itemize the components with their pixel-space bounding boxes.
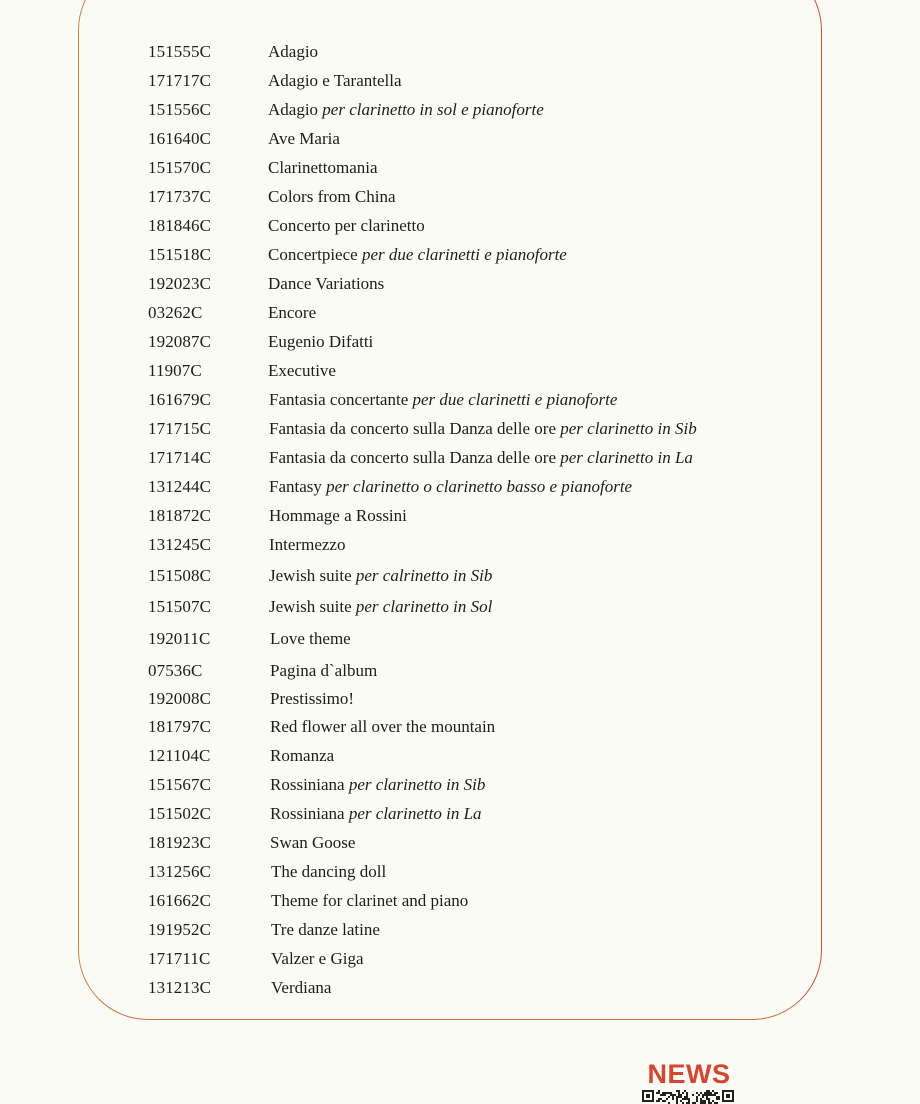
entry-title-line — [268, 242, 567, 268]
catalog-entry — [0, 97, 920, 123]
entry-code: 151518C — [148, 245, 212, 264]
catalog-entry — [0, 387, 920, 413]
entry-title-line — [269, 563, 492, 589]
entry-code: 07536C — [148, 661, 203, 680]
entry-title-line — [268, 213, 425, 239]
entry-code: 181872C — [148, 506, 212, 525]
catalog-entry — [0, 532, 920, 558]
qr-code-icon — [642, 1090, 734, 1104]
entry-title-line — [268, 358, 336, 384]
entry-title-line — [270, 626, 351, 652]
entry-title-line — [269, 503, 407, 529]
entry-title: Dance Variations — [268, 274, 385, 293]
entry-title: Fantasia concertante — [269, 390, 409, 409]
entry-title: Adagio — [268, 100, 319, 119]
catalog-entry — [0, 946, 920, 972]
entry-title: Rossiniana — [270, 804, 345, 823]
entry-title-line — [269, 532, 345, 558]
catalog-entry — [0, 155, 920, 181]
entry-title-line — [270, 743, 334, 769]
entry-title-line — [268, 126, 340, 152]
entry-title-line — [268, 300, 316, 326]
catalog-entry — [0, 416, 920, 442]
entry-subtitle: per calrinetto in Sib — [355, 566, 493, 585]
entry-code: 11907C — [148, 361, 202, 380]
entry-title: Concerto per clarinetto — [268, 216, 425, 235]
entry-code: 171714C — [148, 448, 212, 467]
entry-title-line — [271, 975, 331, 1001]
entry-subtitle: per clarinetto in La — [560, 448, 693, 467]
catalog-entry — [0, 126, 920, 152]
entry-subtitle: per due clarinetti e pianoforte — [361, 245, 567, 264]
entry-code: 121104C — [148, 746, 211, 765]
catalog-entry — [0, 358, 920, 384]
entry-title: Pagina d`album — [270, 661, 378, 680]
entry-code: 171737C — [148, 187, 212, 206]
catalog-entry — [0, 888, 920, 914]
catalog-entry — [0, 39, 920, 65]
entry-title: Hommage a Rossini — [269, 506, 407, 525]
entry-title-line — [268, 68, 402, 94]
entry-title-line — [268, 184, 396, 210]
entry-title: Swan Goose — [270, 833, 356, 852]
entry-title-line — [269, 387, 617, 413]
entry-code: 151570C — [148, 158, 212, 177]
catalog-entry — [0, 626, 920, 652]
catalog-entry — [0, 242, 920, 268]
catalog-entry — [0, 445, 920, 471]
catalog-entry — [0, 503, 920, 529]
entry-title-line — [268, 39, 318, 65]
entry-title: Fantasy — [269, 477, 322, 496]
entry-title: Verdiana — [271, 978, 332, 997]
catalog-entry — [0, 801, 920, 827]
entry-code: 192087C — [148, 332, 212, 351]
entry-code: 181797C — [148, 717, 212, 736]
entry-code: 171711C — [148, 949, 211, 968]
entry-code: 131245C — [148, 535, 212, 554]
entry-code: 151502C — [148, 804, 212, 823]
entry-title: Romanza — [270, 746, 335, 765]
entry-title: Tre danze latine — [271, 920, 380, 939]
entry-code: 131256C — [148, 862, 212, 881]
catalog-entry — [0, 772, 920, 798]
entry-title: Theme for clarinet and piano — [271, 891, 469, 910]
entry-title: Fantasia da concerto sulla Danza delle ore — [269, 448, 556, 467]
entry-title-line — [268, 155, 378, 181]
entry-title-line — [269, 474, 632, 500]
entry-title-line — [270, 772, 485, 798]
entry-title-line — [270, 801, 482, 827]
entry-subtitle: per clarinetto in Sib — [560, 419, 697, 438]
entry-title-line — [270, 830, 355, 856]
entry-code: 151507C — [148, 597, 212, 616]
entry-title: The dancing doll — [271, 862, 387, 881]
news-label: NEWS — [647, 1059, 731, 1089]
catalog-entry — [0, 184, 920, 210]
catalog-entry — [0, 859, 920, 885]
entry-title-line — [270, 658, 377, 684]
entry-title-line — [271, 917, 380, 943]
entry-title: Red flower all over the mountain — [270, 717, 496, 736]
entry-code: 151508C — [148, 566, 212, 585]
catalog-entry — [0, 975, 920, 1001]
entry-title: Fantasia da concerto sulla Danza delle ore — [269, 419, 556, 438]
entry-title: Adagio — [268, 42, 319, 61]
entry-title: Colors from China — [268, 187, 396, 206]
entry-code: 171717C — [148, 71, 212, 90]
entry-subtitle: per clarinetto in Sol — [355, 597, 493, 616]
entry-code: 131244C — [148, 477, 212, 496]
entry-title-line — [271, 946, 364, 972]
entry-title: Clarinettomania — [268, 158, 378, 177]
entry-title: Encore — [268, 303, 317, 322]
catalog-entry — [0, 213, 920, 239]
entry-code: 192023C — [148, 274, 212, 293]
entry-title-line — [271, 859, 386, 885]
entry-code: 151555C — [148, 42, 212, 61]
entry-subtitle: per clarinetto in Sib — [348, 775, 486, 794]
entry-title: Love theme — [270, 629, 351, 648]
entry-title: Intermezzo — [269, 535, 346, 554]
entry-code: 191952C — [148, 920, 212, 939]
entry-title-line — [268, 97, 544, 123]
entry-title: Jewish suite — [269, 566, 352, 585]
entry-code: 181846C — [148, 216, 212, 235]
entry-title: Jewish suite — [269, 597, 352, 616]
entry-title: Eugenio Difatti — [268, 332, 374, 351]
catalog-entry — [0, 658, 920, 684]
catalog-entry — [0, 271, 920, 297]
catalog-entry — [0, 68, 920, 94]
entry-title-line — [270, 686, 354, 712]
catalog-entry — [0, 594, 920, 620]
news-badge — [638, 1058, 740, 1104]
entry-title-line — [270, 714, 495, 740]
catalog-entry — [0, 743, 920, 769]
entry-code: 03262C — [148, 303, 203, 322]
catalog-entry — [0, 474, 920, 500]
entry-title: Ave Maria — [268, 129, 340, 148]
entry-code: 171715C — [148, 419, 212, 438]
entry-code: 192011C — [148, 629, 211, 648]
catalog-entry — [0, 830, 920, 856]
entry-title: Prestissimo! — [270, 689, 355, 708]
entry-title-line — [269, 416, 697, 442]
entry-code: 192008C — [148, 689, 212, 708]
catalog-entry — [0, 714, 920, 740]
entry-title-line — [268, 271, 384, 297]
entry-code: 151556C — [148, 100, 212, 119]
entry-subtitle: per due clarinetti e pianoforte — [412, 390, 618, 409]
entry-subtitle: per clarinetto o clarinetto basso e pianoforte — [326, 477, 633, 496]
entry-code: 181923C — [148, 833, 212, 852]
entry-subtitle: per clarinetto in sol e pianoforte — [322, 100, 544, 119]
entry-subtitle: per clarinetto in La — [348, 804, 482, 823]
entry-code: 161640C — [148, 129, 212, 148]
catalog-entry — [0, 329, 920, 355]
entry-title-line — [269, 445, 693, 471]
entry-code: 161662C — [148, 891, 212, 910]
entry-title: Valzer e Giga — [271, 949, 364, 968]
catalog-entry — [0, 300, 920, 326]
entry-code: 151567C — [148, 775, 212, 794]
entry-title-line — [268, 329, 373, 355]
catalog-entry — [0, 686, 920, 712]
catalog-entry — [0, 917, 920, 943]
entry-code: 131213C — [148, 978, 212, 997]
entry-code: 161679C — [148, 390, 212, 409]
entry-title: Executive — [268, 361, 336, 380]
entry-title: Concertpiece — [268, 245, 358, 264]
entry-title-line — [269, 594, 492, 620]
entry-title: Rossiniana — [270, 775, 345, 794]
entry-title: Adagio e Tarantella — [268, 71, 402, 90]
entry-title-line — [271, 888, 468, 914]
catalog-entry — [0, 563, 920, 589]
